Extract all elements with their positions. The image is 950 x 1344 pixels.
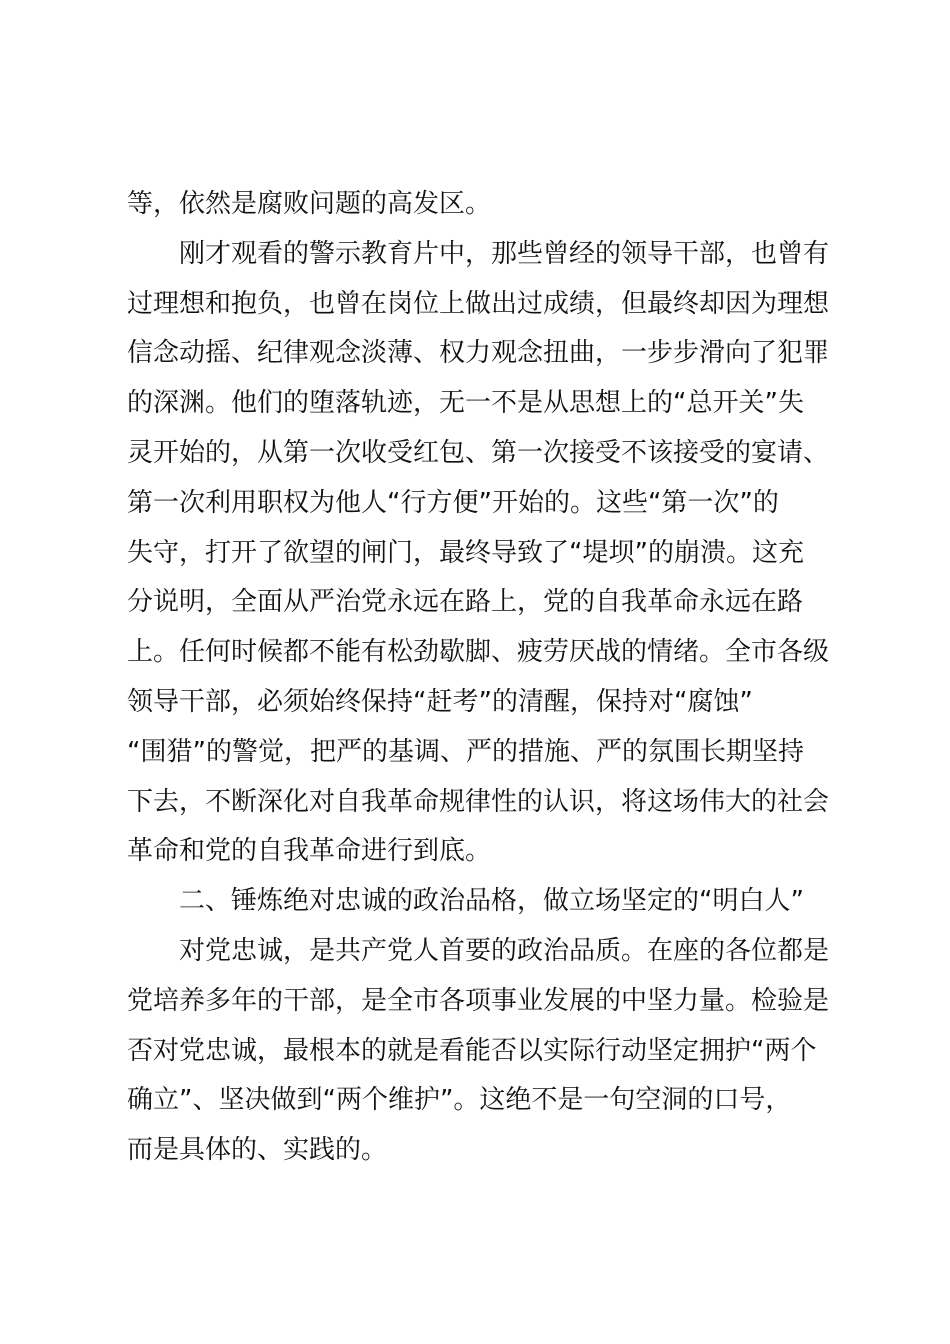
paragraph-continued xyxy=(127,180,837,230)
text-line: “围猎”的警觉，把严的基调、严的措施、严的氛围长期坚持 xyxy=(127,736,804,767)
text-line: 信念动摇、纪律观念淡薄、权力观念扭曲，一步步滑向了犯罪 xyxy=(127,338,830,369)
text-line: 对党忠诚，是共产党人首要的政治品质。在座的各位都是 xyxy=(179,935,830,966)
text-line: 刚才观看的警示教育片中，那些曾经的领导干部，也曾有 xyxy=(179,238,830,269)
text-line: 党培养多年的干部，是全市各项事业发展的中坚力量。检验是 xyxy=(127,985,830,1016)
text-line: 第一次利用职权为他人“行方便”开始的。这些“第一次”的 xyxy=(127,487,779,518)
text-line: 而是具体的、实践的。 xyxy=(127,1135,388,1166)
section-heading xyxy=(127,877,837,927)
text-line: 等，依然是腐败问题的高发区。 xyxy=(127,189,492,219)
text-line: 灵开始的，从第一次收受红包、第一次接受不该接受的宴请、 xyxy=(127,437,830,468)
text-line: 过理想和抱负，也曾在岗位上做出过成绩，但最终却因为理想 xyxy=(127,288,830,319)
paragraph-warning-film xyxy=(127,230,837,877)
document-page xyxy=(127,180,837,1176)
heading-line: 二、锤炼绝对忠诚的政治品格，做立场坚定的“明白人” xyxy=(179,886,804,917)
text-line: 的深渊。他们的堕落轨迹，无一不是从思想上的“总开关”失 xyxy=(127,388,804,419)
text-line: 领导干部，必须始终保持“赶考”的清醒，保持对“腐蚀” xyxy=(127,686,753,717)
text-line: 分说明，全面从严治党永远在路上，党的自我革命永远在路 xyxy=(127,587,804,618)
text-line: 确立”、坚决做到“两个维护”。这绝不是一句空洞的口号， xyxy=(127,1085,792,1116)
text-line: 否对党忠诚，最根本的就是看能否以实际行动坚定拥护“两个 xyxy=(127,1035,817,1066)
text-line: 失守，打开了欲望的闸门，最终导致了“堤坝”的崩溃。这充 xyxy=(127,537,804,568)
paragraph-loyalty xyxy=(127,927,837,1176)
text-line: 下去，不断深化对自我革命规律性的认识，将这场伟大的社会 xyxy=(127,786,830,817)
text-line: 上。任何时候都不能有松劲歇脚、疲劳厌战的情绪。全市各级 xyxy=(127,637,830,668)
text-line: 革命和党的自我革命进行到底。 xyxy=(127,836,492,867)
